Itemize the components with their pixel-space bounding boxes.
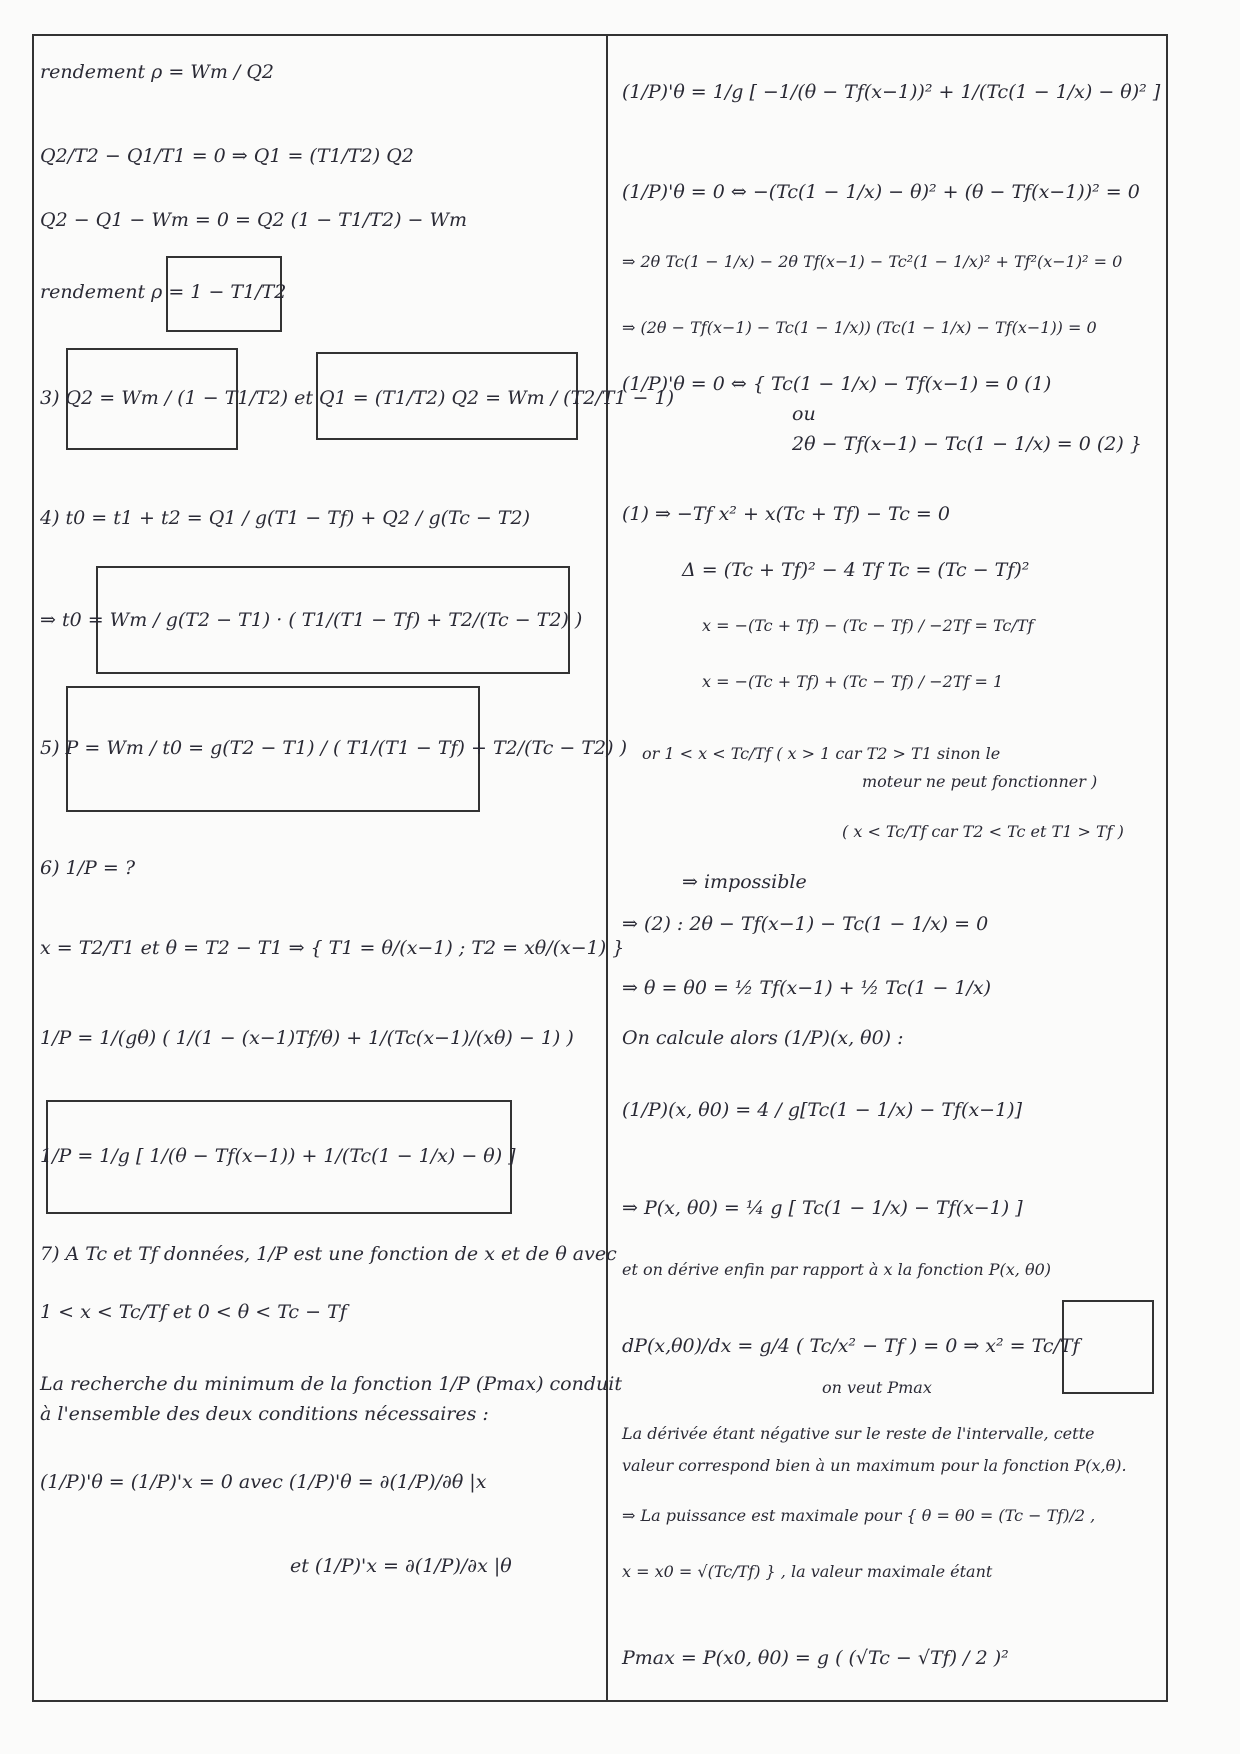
text-pmax-note: on veut Pmax [822, 1378, 932, 1397]
eq-change-variables: x = T2/T1 et θ = T2 − T1 ⇒ { T1 = θ/(x−1) ; T2 = xθ/(x−1) } [40, 937, 625, 959]
eq-domain: 1 < x < Tc/Tf et 0 < θ < Tc − Tf [40, 1301, 347, 1323]
eq-partial-x: et (1/P)'x = ∂(1/P)/∂x |θ [290, 1555, 512, 1577]
text-x-condition: ( x < Tc/Tf car T2 < Tc et T1 > Tf ) [842, 822, 1124, 841]
eq-dP-dx: dP(x,θ0)/dx = g/4 ( Tc/x² − Tf ) = 0 ⇒ x² = Tc/Tf [622, 1335, 1080, 1357]
text-conditions: à l'ensemble des deux conditions nécessaires : [40, 1403, 489, 1425]
eq-derivative-zero: (1/P)'θ = 0 ⇔ −(Tc(1 − 1/x) − θ)² + (θ − Tf(x−1))² = 0 [622, 181, 1140, 203]
eq-part-7: 7) A Tc et Tf données, 1/P est une fonction de x et de θ avec [40, 1243, 617, 1265]
eq-derivative-theta: (1/P)'θ = 1/g [ −1/(θ − Tf(x−1))² + 1/(Tc(1 − 1/x) − θ)² ] [622, 81, 1161, 103]
text-derive-x: et on dérive enfin par rapport à x la fonction P(x, θ0) [622, 1260, 1052, 1279]
eq-part-3: 3) Q2 = Wm / (1 − T1/T2) et Q1 = (T1/T2) Q2 = Wm / (T2/T1 − 1) [40, 387, 675, 409]
text-minimum-search: La recherche du minimum de la fonction 1/P (Pmax) conduit [40, 1373, 622, 1395]
text-impossible: ⇒ impossible [682, 871, 807, 893]
eq-inverse-at-theta0: (1/P)(x, θ0) = 4 / g[Tc(1 − 1/x) − Tf(x−1)] [622, 1099, 1023, 1121]
frame-left [32, 34, 34, 1702]
frame-top [32, 34, 1168, 36]
frame-bottom [32, 1700, 1168, 1702]
text-power-max-conditions: ⇒ La puissance est maximale pour { θ = θ0 = (Tc − Tf)/2 , [622, 1506, 1096, 1525]
eq-part-5: 5) P = Wm / t0 = g(T2 − T1) / ( T1/(T1 − Tf) + T2/(Tc − T2) ) [40, 737, 628, 759]
eq-system-1: (1/P)'θ = 0 ⇔ { Tc(1 − 1/x) − Tf(x−1) = 0 (1) [622, 373, 1052, 395]
frame-right [1166, 34, 1168, 1702]
eq-power-at-theta0: ⇒ P(x, θ0) = ¼ g [ Tc(1 − 1/x) − Tf(x−1) ] [622, 1197, 1023, 1219]
text-maximum: valeur correspond bien à un maximum pour la fonction P(x,θ). [622, 1456, 1127, 1475]
text-engine-note: moteur ne peut fonctionner ) [862, 772, 1098, 791]
eq-discriminant: Δ = (Tc + Tf)² − 4 Tf Tc = (Tc − Tf)² [682, 559, 1030, 581]
column-divider [606, 34, 608, 1702]
eq-inverse-power-final: 1/P = 1/g [ 1/(θ − Tf(x−1)) + 1/(Tc(1 − 1/x) − θ) ] [40, 1145, 516, 1167]
eq-t0-result: ⇒ t0 = Wm / g(T2 − T1) · ( T1/(T1 − Tf) + T2/(Tc − T2) ) [40, 609, 583, 631]
eq-rendement-result: rendement ρ = 1 − T1/T2 [40, 281, 287, 303]
eq-case-2: ⇒ (2) : 2θ − Tf(x−1) − Tc(1 − 1/x) = 0 [622, 913, 989, 935]
text-derivative-negative: La dérivée étant négative sur le reste de l'intervalle, cette [622, 1424, 1095, 1443]
text-x0: x = x0 = √(Tc/Tf) } , la valeur maximale étant [622, 1562, 993, 1581]
eq-factored: ⇒ (2θ − Tf(x−1) − Tc(1 − 1/x)) (Tc(1 − 1/x) − Tf(x−1)) = 0 [622, 318, 1097, 337]
eq-theta0: ⇒ θ = θ0 = ½ Tf(x−1) + ½ Tc(1 − 1/x) [622, 977, 992, 999]
eq-inverse-power: 1/P = 1/(gθ) ( 1/(1 − (x−1)Tf/θ) + 1/(Tc(x−1)/(xθ) − 1) ) [40, 1027, 574, 1049]
text-compute: On calcule alors (1/P)(x, θ0) : [622, 1027, 904, 1049]
eq-rendement-def: rendement ρ = Wm / Q2 [40, 61, 275, 83]
eq-system-2: 2θ − Tf(x−1) − Tc(1 − 1/x) = 0 (2) } [792, 433, 1142, 455]
eq-part-6: 6) 1/P = ? [40, 857, 135, 879]
text-ou: ou [792, 403, 816, 425]
eq-expanded: ⇒ 2θ Tc(1 − 1/x) − 2θ Tf(x−1) − Tc²(1 − 1/x)² + Tf²(x−1)² = 0 [622, 252, 1123, 271]
eq-quadratic: (1) ⇒ −Tf x² + x(Tc + Tf) − Tc = 0 [622, 503, 950, 525]
eq-partial-derivatives: (1/P)'θ = (1/P)'x = 0 avec (1/P)'θ = ∂(1/P)/∂θ |x [40, 1471, 487, 1493]
eq-root-1: x = −(Tc + Tf) − (Tc − Tf) / −2Tf = Tc/Tf [702, 616, 1034, 635]
eq-energy-balance: Q2 − Q1 − Wm = 0 = Q2 (1 − T1/T2) − Wm [40, 209, 468, 231]
text-or-condition: or 1 < x < Tc/Tf ( x > 1 car T2 > T1 sinon le [642, 744, 1001, 763]
eq-part-4: 4) t0 = t1 + t2 = Q1 / g(T1 − Tf) + Q2 / g(Tc − T2) [40, 507, 531, 529]
eq-pmax: Pmax = P(x0, θ0) = g ( (√Tc − √Tf) / 2 )² [622, 1647, 1009, 1669]
eq-clausius: Q2/T2 − Q1/T1 = 0 ⇒ Q1 = (T1/T2) Q2 [40, 145, 414, 167]
eq-root-2: x = −(Tc + Tf) + (Tc − Tf) / −2Tf = 1 [702, 672, 1004, 691]
